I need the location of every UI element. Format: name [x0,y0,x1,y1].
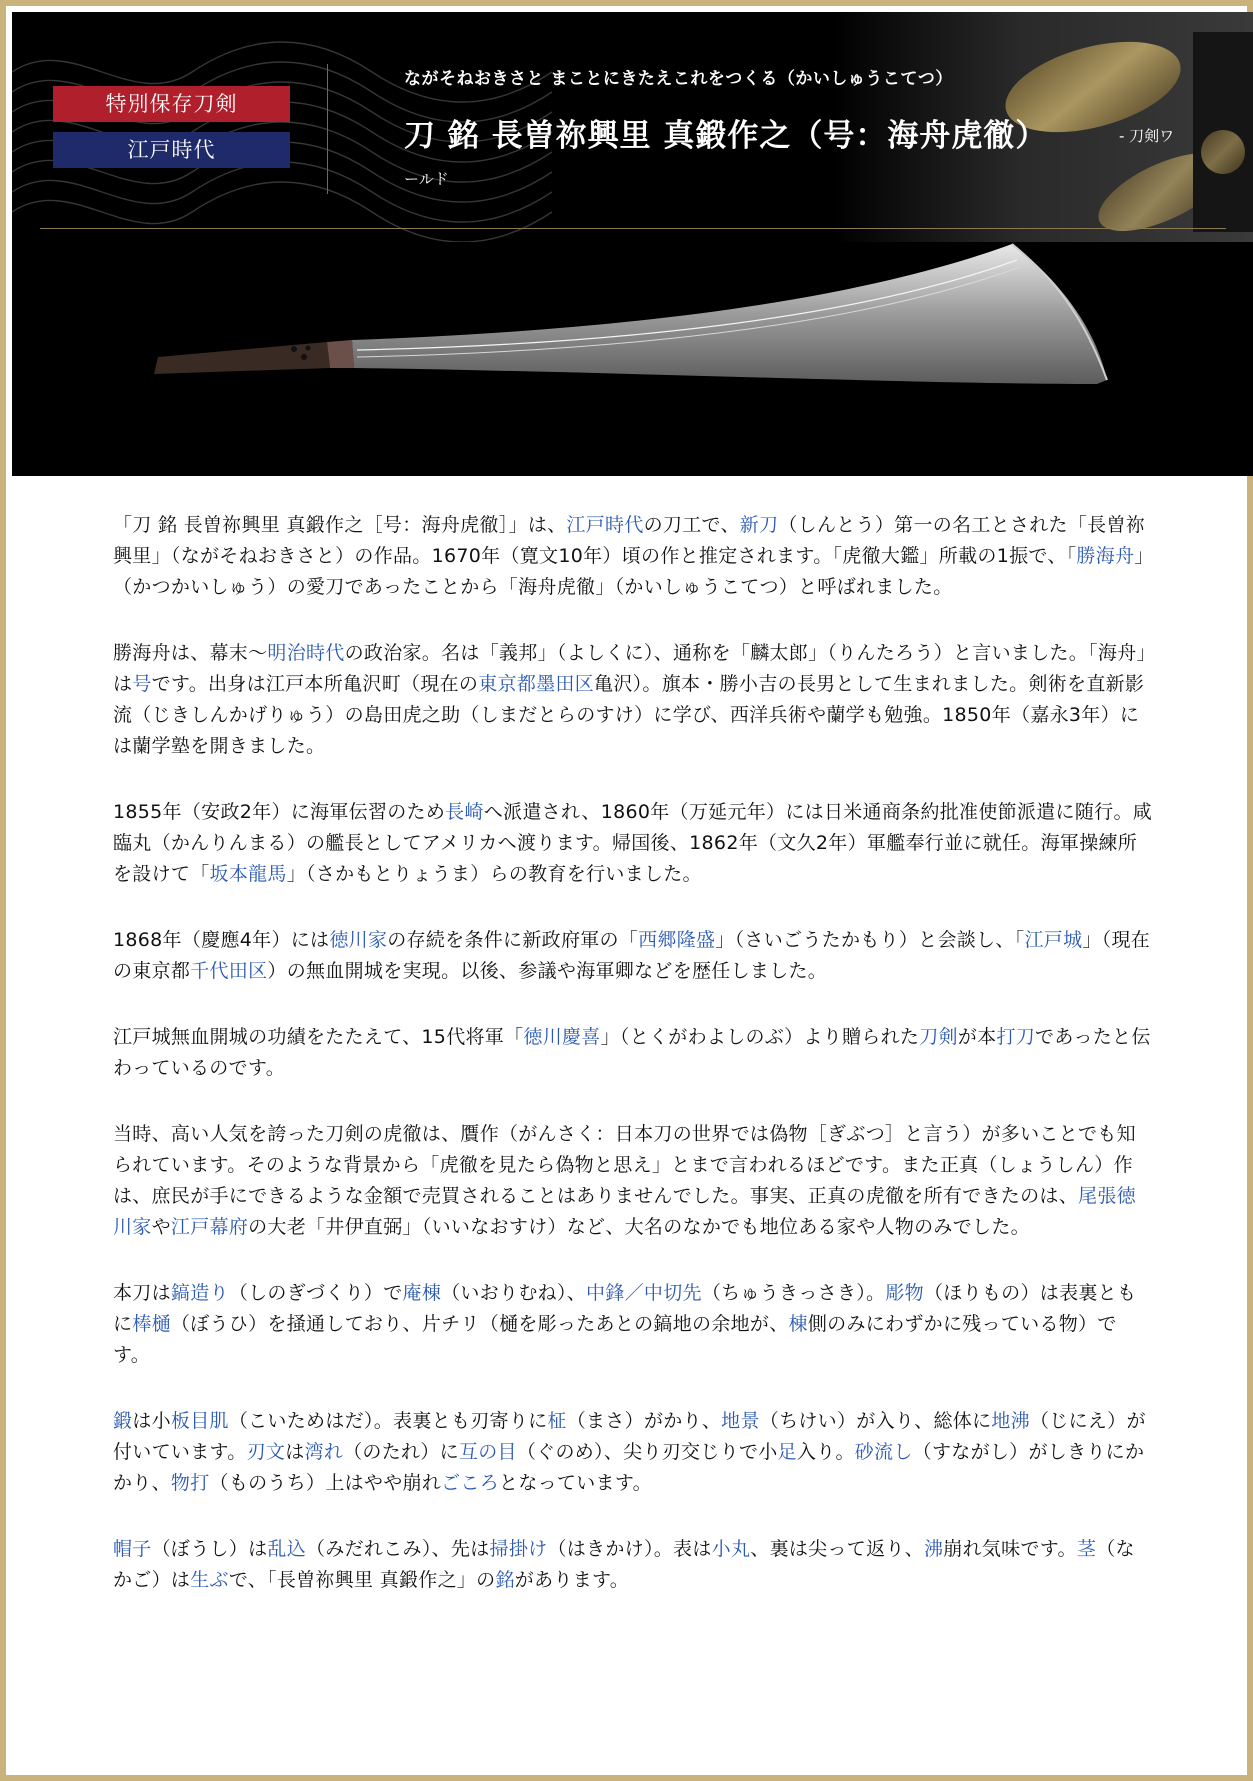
article-paragraph [113,1406,1153,1499]
paragraph-text: （ぼうひ）を掻通しており、片チリ（樋を彫ったあとの鎬地の余地が、 [170,1313,789,1335]
paragraph-text: （ものうち）上はやや崩れ [209,1472,442,1494]
source-label-part1: - 刀剣ワ [1119,127,1175,145]
paragraph-text: が本 [957,1026,997,1048]
paragraph-text: の刀工で、 [643,514,740,536]
paragraph-text: （ぐのめ）、尖り刃交じりで小 [516,1441,778,1463]
paragraph-text: の存続を条件に新政府軍の「 [387,929,639,951]
glossary-link[interactable]: 徳川慶喜 [523,1026,601,1048]
glossary-link[interactable]: 江戸城 [1024,929,1083,951]
paragraph-text: 1868年（慶應4年）には [113,929,330,951]
paragraph-text: （しのぎづくり）で [228,1282,403,1304]
paragraph-text: 」（さいごうたかもり）と会談し、「 [715,929,1025,951]
glossary-link[interactable]: 地沸 [991,1410,1030,1432]
glossary-link[interactable]: 徳川家 [329,929,388,951]
glossary-link[interactable]: 江戸時代 [566,514,644,536]
glossary-link[interactable]: ごころ [441,1472,500,1494]
glossary-link[interactable]: 明治時代 [267,642,345,664]
era-badge: 江戸時代 [53,132,290,168]
paragraph-text: （まさ）がかり、 [566,1410,722,1432]
paragraph-text: ）の無血開城を実現。以後、参議や海軍卿などを歴任しました。 [267,960,828,982]
paragraph-text: （はきかけ）。表は [547,1538,712,1560]
paragraph-text: 江戸城無血開城の功績をたたえて、15代将軍「 [113,1026,524,1048]
paragraph-text: へ派遣され、1860年（万延元年）には日米通商条約批准使節派遣に随行。咸臨丸（かんりんまる）の艦長としてアメリカへ渡ります。帰国後、1862年（文久2年）軍艦奉行並に就任。海軍操練所を設けて「 [113,801,1153,885]
glossary-link[interactable]: 中鋒／中切先 [586,1282,702,1304]
katana-image [12,12,1253,476]
paragraph-text: となっています。 [499,1472,652,1494]
paragraph-text: であったと伝わっているのです。 [113,1026,1151,1079]
paragraph-text: 「刀 銘 長曽祢興里 真鍛作之［号：海舟虎徹］」は、 [113,514,567,536]
paragraph-text: は小 [132,1410,171,1432]
paragraph-text: （いおりむね）、 [441,1282,587,1304]
glossary-link[interactable]: 物打 [170,1472,210,1494]
glossary-link[interactable]: 茎 [1076,1538,1097,1560]
paragraph-text: は [285,1441,305,1463]
paragraph-text: 」（とくがわよしのぶ）より贈られた [600,1026,920,1048]
glossary-link[interactable]: 生ぶ [190,1569,229,1591]
article-body [113,510,1153,1631]
glossary-link[interactable]: 刃文 [246,1441,286,1463]
paragraph-text: （しんとう）第一の名工とされた「長曽祢興里」（ながそねおきさと）の作品。1670年（寛文10年）頃の作と推定されます。「虎徹大鑑」所載の1振で、「 [113,514,1146,567]
paragraph-text: （じにえ）が付いています。 [113,1410,1146,1463]
title-reading: ながそねおきさと まことにきたえこれをつくる（かいしゅうこてつ） [404,69,953,89]
glossary-link[interactable]: 東京都墨田区 [478,673,595,695]
glossary-link[interactable]: 庵棟 [402,1282,442,1304]
paragraph-text: 」（さかもとりょうま）らの教育を行いました。 [286,863,702,885]
glossary-link[interactable]: 掃掛け [489,1538,548,1560]
paragraph-text: 、裏は尖って返り、 [750,1538,924,1560]
glossary-link[interactable]: 新刀 [739,514,779,536]
paragraph-text: （ほりもの）は表裏ともに [113,1282,1137,1335]
article-paragraph [113,638,1153,762]
paragraph-text: （ちゅうきっさき）。 [701,1282,886,1304]
glossary-link[interactable]: 鍛 [113,1410,133,1432]
paragraph-text: 」（かつかいしゅう）の愛刀であったことから「海舟虎徹」（かいしゅうこてつ）と呼ばれました。 [113,545,1145,598]
paragraph-text: があります。 [514,1569,630,1591]
paragraph-text: （なかご）は [113,1538,1135,1591]
paragraph-text: （すながし）がしきりにかかり、 [113,1441,1145,1494]
paragraph-text: 側のみにわずかに残っている物）です。 [113,1313,1117,1366]
article-paragraph [113,797,1153,890]
glossary-link[interactable]: 帽子 [113,1538,152,1560]
paragraph-text: で、「長曽祢興里 真鍛作之」の [228,1569,496,1591]
paragraph-text: 本刀は [113,1282,171,1304]
glossary-link[interactable]: 地景 [721,1410,760,1432]
glossary-link[interactable]: 勝海舟 [1076,545,1135,567]
glossary-link[interactable]: 柾 [547,1410,567,1432]
hero-banner [12,12,1253,476]
glossary-link[interactable]: 小丸 [711,1538,751,1560]
paragraph-text: （こいためはだ）。表裏とも刃寄りに [228,1410,548,1432]
glossary-link[interactable]: 棟 [788,1313,808,1335]
paragraph-text: （ぼうし）は [151,1538,268,1560]
paragraph-text: （ちけい）が入り、総体に [759,1410,992,1432]
paragraph-text: （のたれ）に [343,1441,459,1463]
glossary-link[interactable]: 江戸幕府 [170,1216,249,1238]
glossary-link[interactable]: 号 [132,673,152,695]
source-label-part2: ールド [404,170,449,188]
paragraph-text: （みだれこみ）、先は [306,1538,490,1560]
article-paragraph [113,925,1153,987]
article-paragraph [113,1022,1153,1084]
paragraph-text: 当時、高い人気を誇った刀剣の虎徹は、贋作（がんさく：日本刀の世界では偽物［ぎぶつ］と言う）が多いことでも知られています。そのような背景から「虎徹を見たら偽物と思え」とまで言われるほどです。また正真（しょうしん）作は、庶民が手にできるような金額で売買されることはありませんでした。事実、正真の虎徹を所有できたのは、 [113,1123,1136,1207]
article-paragraph [113,1534,1153,1596]
designation-badge: 特別保存刀剣 [53,86,290,122]
glossary-link[interactable]: 棒樋 [132,1313,171,1335]
article-paragraph [113,1119,1153,1243]
glossary-link[interactable]: 互の目 [458,1441,517,1463]
paragraph-text: 崩れ気味です。 [943,1538,1077,1560]
glossary-link[interactable]: 湾れ [304,1441,344,1463]
page-title: 刀 銘 長曽祢興里 真鍛作之（号：海舟虎徹） [404,118,1048,154]
paragraph-text: 1855年（安政2年）に海軍伝習のため [113,801,446,823]
glossary-link[interactable]: 尾張徳川家 [113,1185,1136,1238]
glossary-link[interactable]: 鎬造り [170,1282,229,1304]
paragraph-text: 勝海舟は、幕末～ [113,642,268,664]
glossary-link[interactable]: 銘 [495,1569,515,1591]
article-paragraph [113,1278,1153,1371]
paragraph-text: や [151,1216,171,1238]
glossary-link[interactable]: 板目肌 [170,1410,229,1432]
glossary-link[interactable]: 足 [777,1441,797,1463]
glossary-link[interactable]: 坂本龍馬 [209,863,287,885]
glossary-link[interactable]: 彫物 [885,1282,924,1304]
glossary-link[interactable]: 西郷隆盛 [638,929,716,951]
paragraph-text: 入り。 [796,1441,855,1463]
paragraph-text: の大老「井伊直弼」（いいなおすけ）など、大名のなかでも地位ある家や人物のみでした。 [248,1216,1030,1238]
paragraph-text: です。出身は江戸本所亀沢町（現在の [151,673,479,695]
glossary-link[interactable]: 長崎 [445,801,484,823]
glossary-link[interactable]: 乱込 [267,1538,307,1560]
glossary-link[interactable]: 砂流し [854,1441,913,1463]
glossary-link[interactable]: 刀剣 [919,1026,958,1048]
paragraph-text: 亀沢）。旗本・勝小吉の長男として生まれました。剣術を直新影流（じきしんかげりゅう）の島田虎之助（しまだとらのすけ）に学び、西洋兵術や蘭学も勉強。1850年（嘉永3年）には蘭学塾を開きました。 [113,673,1145,757]
paragraph-text: 」（現在の東京都 [113,929,1151,982]
article-paragraph [113,510,1153,603]
glossary-link[interactable]: 沸 [923,1538,944,1560]
glossary-link[interactable]: 打刀 [996,1026,1036,1048]
paragraph-text: の政治家。名は「義邦」（よしくに）、通称を「麟太郎」（りんたろう）と言いました。「海舟」は [113,642,1147,695]
glossary-link[interactable]: 千代田区 [190,960,268,982]
